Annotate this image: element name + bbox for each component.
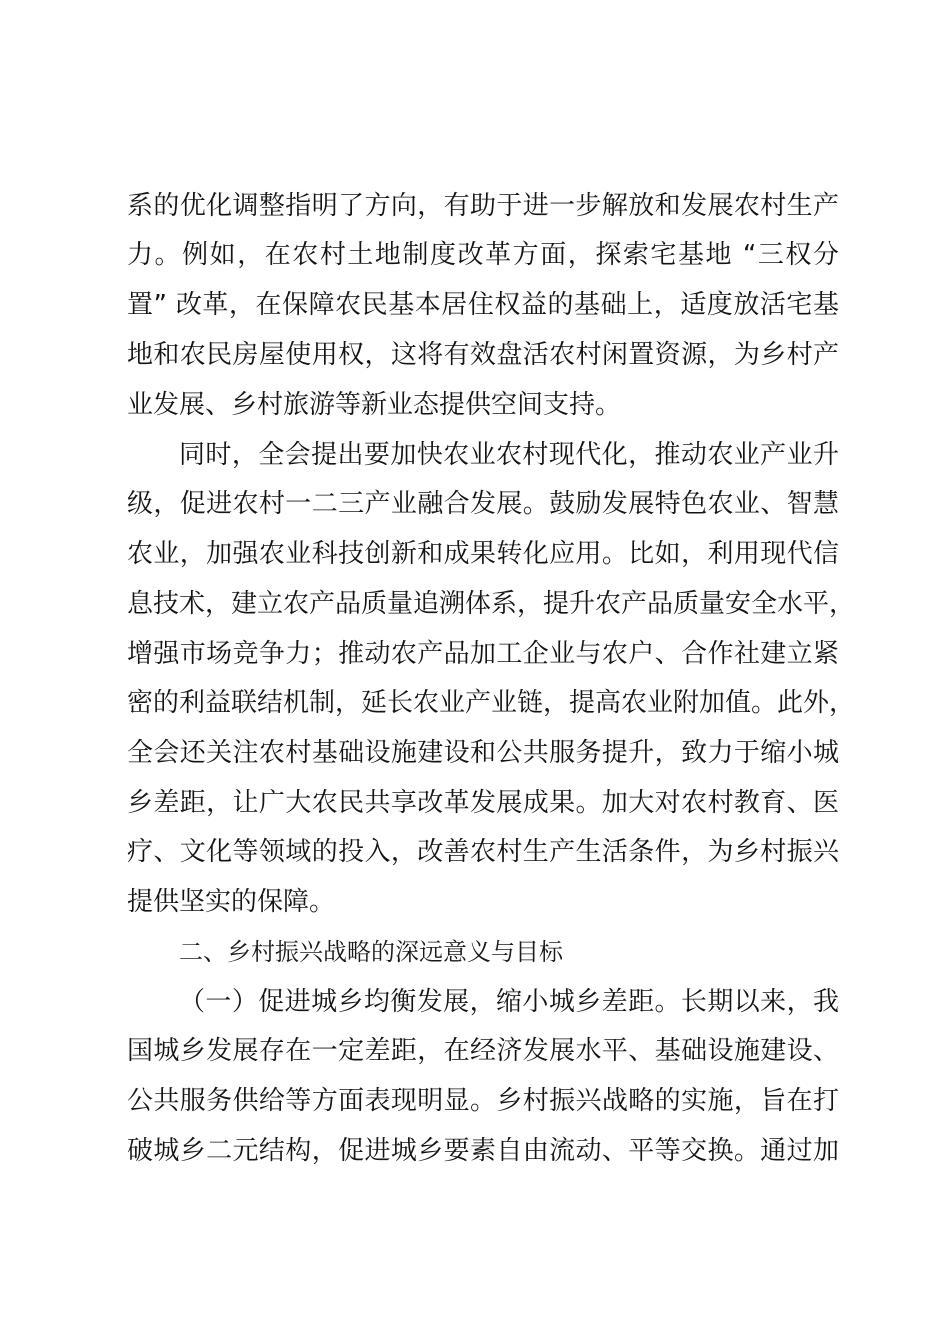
text-line: 密的利益联结机制，延长农业产业链，提高农业附加值。此外， [127,688,856,718]
text-line: 同时，全会提出要加快农业农村现代化，推动农业产业升 [179,440,839,470]
text-line: 公共服务供给等方面表现明显。乡村振兴战略的实施，旨在打 [127,1086,839,1116]
text-line: 力。例如，在农村土地制度改革方面，探索宅基地 “三权分 [127,240,839,270]
text-line: 破城乡二元结构，促进城乡要素自由流动、平等交换。通过加 [127,1136,839,1166]
text-line: 提供坚实的保障。 [127,887,336,917]
text-line: 地和农民房屋使用权，这将有效盘活农村闲置资源，为乡村产 [127,340,839,370]
text-line: 息技术，建立农产品质量追溯体系，提升农产品质量安全水平， [127,589,856,619]
text-line: （一）促进城乡均衡发展，缩小城乡差距。长期以来，我 [179,987,839,1017]
text-line: 疗、文化等领域的投入，改善农村生产生活条件，为乡村振兴 [127,837,839,867]
text-line: 级，促进农村一二三产业融合发展。鼓励发展特色农业、智慧 [127,489,839,519]
section-heading: 二、乡村振兴战略的深远意义与目标 [179,938,563,966]
text-line: 业发展、乡村旅游等新业态提供空间支持。 [127,390,622,420]
text-line: 国城乡发展存在一定差距，在经济发展水平、基础设施建设、 [127,1036,839,1066]
text-line: 农业，加强农业科技创新和成果转化应用。比如，利用现代信 [127,539,839,569]
text-line: 系的优化调整指明了方向，有助于进一步解放和发展农村生产 [127,191,839,221]
text-line: 增强市场竞争力；推动农产品加工企业与农户、合作社建立紧 [127,639,839,669]
text-line: 置” 改革，在保障农民基本居住权益的基础上，适度放活宅基 [127,290,839,320]
text-line: 全会还关注农村基础设施建设和公共服务提升，致力于缩小城 [127,738,839,768]
text-line: 乡差距，让广大农民共享改革发展成果。加大对农村教育、医 [127,788,839,818]
